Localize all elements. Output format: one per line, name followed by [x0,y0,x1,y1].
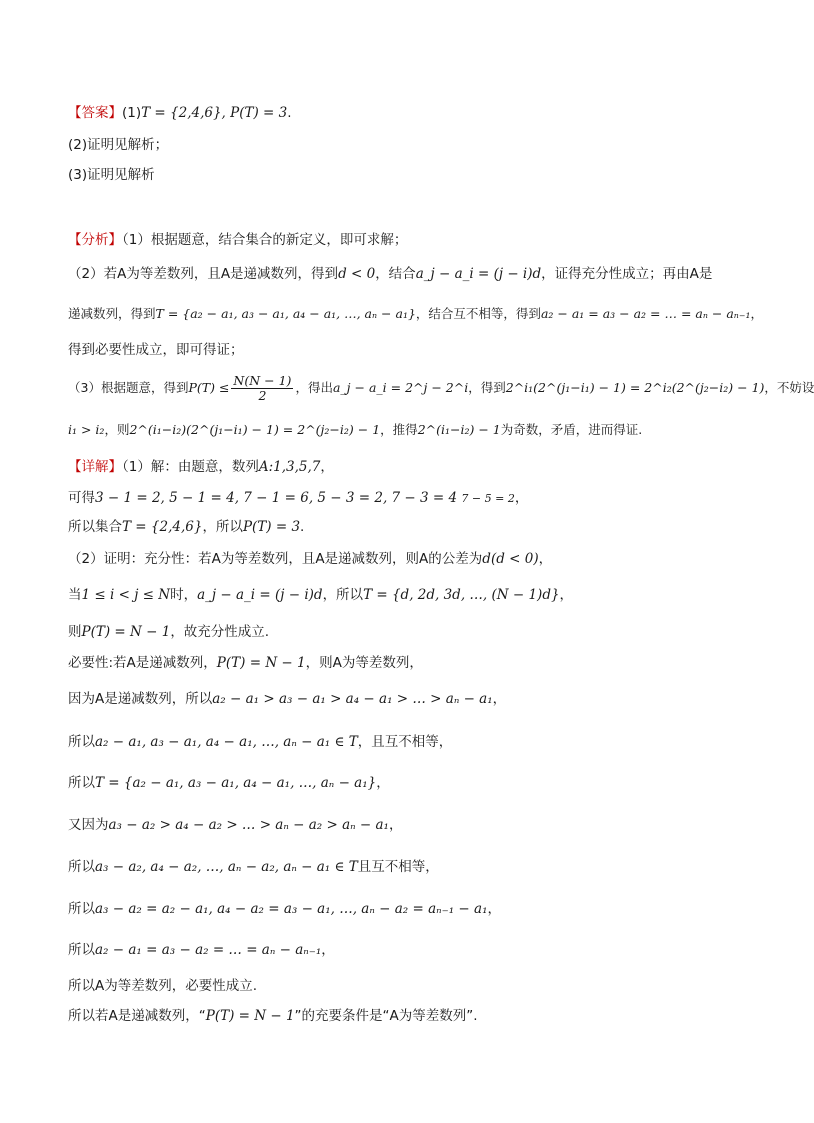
detail-text: 所以 [68,734,95,750]
detail-line-10 [68,773,390,793]
detail-text: ， [376,775,390,791]
analysis-math: d < 0 [338,266,376,282]
detail-line-12 [68,857,439,877]
detail-math: 7 − 5 = 2 [461,492,515,505]
detail-math: a₃ − a₂ > a₄ − a₂ > … > aₙ − a₂ > aₙ − a₁ [108,817,389,833]
analysis-text: ，推得 [380,422,418,437]
analysis-math: P(T) ≤ [188,380,230,395]
detail-text: ， [559,587,574,603]
detail-line-14 [68,940,335,960]
answer-line-1 [68,103,292,123]
detail-math: d(d < 0) [482,551,539,567]
detail-line-5 [68,585,573,605]
answer-part1-end: . [287,105,292,121]
detail-line-13 [68,899,501,919]
detail-text: （2）证明：充分性：若A为等差数列，且A是递减数列，则A的公差为 [68,551,483,567]
detail-text: 所以若A是递减数列，“ [68,1008,206,1024]
detail-math: a₃ − a₂ = a₂ − a₁, a₄ − a₂ = a₃ − a₁, …, aₙ − a₂ = aₙ₋₁ − a₁ [95,901,488,917]
detail-line-2 [68,488,528,509]
analysis-text: ，证得充分性成立；再由A是 [541,266,713,282]
detail-line-4 [68,549,552,569]
analysis-line-5 [68,372,814,404]
analysis-math: 2^(i₁−i₂)(2^(j₁−i₁) − 1) = 2^(j₂−i₂) − 1 [129,422,381,437]
detail-text: 所以 [68,775,95,791]
analysis-text: ，结合 [375,266,416,282]
detail-text: ， [388,817,403,833]
analysis-text: ，得到 [468,380,506,395]
detail-text: 当 [68,587,82,603]
detail-label: 【详解】 [68,459,122,475]
detail-math: 1 ≤ i < j ≤ N [81,587,171,603]
detail-line-8 [68,689,506,709]
analysis-math: T = {a₂ − a₁, a₃ − a₁, a₄ − a₁, …, aₙ − a₁} [155,306,416,321]
analysis-math: i₁ > i₂ [68,422,105,437]
detail-text: 又因为 [68,817,109,833]
detail-text: . [300,519,305,535]
analysis-line-6 [68,420,642,440]
answer-line-3: (3)证明见解析 [68,167,155,183]
answer-part1-prefix: (1) [122,105,142,121]
detail-math: A:1,3,5,7 [258,459,321,475]
detail-text: ， [492,691,507,707]
detail-text: ， [538,551,553,567]
detail-text: ， [320,459,334,475]
analysis-math: a_j − a_i = 2^j − 2^i [332,380,469,395]
analysis-text: （3）根据题意，得到 [68,380,189,395]
detail-text: 必要性:若A是递减数列， [68,655,217,671]
detail-math: a_j − a_i = (j − i)d [197,587,323,603]
detail-math: a₂ − a₁ = a₃ − a₂ = … = aₙ − aₙ₋₁ [95,942,322,958]
answer-part1-math: T = {2,4,6}, P(T) = 3 [141,105,288,121]
detail-text: ，且互不相等， [357,734,453,750]
analysis-text: 递减数列，得到 [68,306,156,321]
analysis-text: ，得出 [295,380,333,395]
answer-label: 【答案】 [68,105,122,121]
analysis-line-4: 得到必要性成立，即可得证； [68,342,244,358]
detail-text: ”的充要条件是“A为等差数列”. [294,1008,478,1024]
detail-math: P(T) = N − 1 [216,655,306,671]
analysis-text-1: （1）根据题意，结合集合的新定义，即可求解； [122,232,408,248]
detail-text: 所以 [68,859,95,875]
detail-line-11 [68,815,402,835]
analysis-math: 2^(i₁−i₂) − 1 [417,422,501,437]
detail-text: 则 [68,624,82,640]
detail-line-3 [68,517,304,537]
analysis-text: ，则 [104,422,130,437]
detail-text: 时， [170,587,198,603]
detail-math: P(T) = 3 [242,519,301,535]
analysis-text: ，不妨设 [764,380,814,395]
analysis-text: 为奇数，矛盾，进而得证. [500,422,643,437]
detail-text: 可得 [68,490,95,506]
detail-line-7 [68,653,423,673]
detail-text: 所以 [68,901,95,917]
detail-line-6 [68,622,269,642]
detail-text: ，所以 [322,587,364,603]
detail-text: ， [321,942,335,958]
detail-text: 因为A是递减数列，所以 [68,691,213,707]
detail-text: 且互不相等， [357,859,439,875]
answer-line-2: (2)证明见解析； [68,137,169,153]
detail-line-15: 所以A为等差数列，必要性成立. [68,978,258,994]
detail-math: T = {a₂ − a₁, a₃ − a₁, a₄ − a₁, …, aₙ − a₁} [95,775,377,791]
detail-line-9 [68,732,452,752]
analysis-text: （2）若A为等差数列，且A是递减数列，得到 [68,266,339,282]
detail-math: T = {d, 2d, 3d, …, (N − 1)d} [363,587,560,603]
analysis-math: a_j − a_i = (j − i)d [415,266,542,282]
analysis-text: ，结合互不相等，得到 [415,306,541,321]
analysis-label: 【分析】 [68,232,122,248]
detail-text: （1）解：由题意，数列 [122,459,259,475]
analysis-line-1 [68,230,407,250]
detail-math: P(T) = N − 1 [81,624,171,640]
detail-math: a₂ − a₁, a₃ − a₁, a₄ − a₁, …, aₙ − a₁ ∈ T [95,734,358,750]
fraction-numerator: N(N − 1) [233,373,292,388]
detail-math: T = {2,4,6} [122,519,203,535]
analysis-math: 2^i₁(2^(j₁−i₁) − 1) = 2^i₂(2^(j₂−i₂) − 1) [505,380,765,395]
detail-line-16 [68,1006,478,1026]
detail-text: ，所以 [202,519,243,535]
analysis-text: ， [750,306,763,321]
detail-text: ，故充分性成立. [170,624,270,640]
fraction-denominator: 2 [258,388,267,403]
detail-math: 3 − 1 = 2, 5 − 1 = 4, 7 − 1 = 6, 5 − 3 = 2, 7 − 3 = 4 [95,490,458,506]
detail-text: 所以 [68,942,95,958]
fraction [231,374,293,403]
detail-text: ， [514,490,529,506]
analysis-line-3 [68,304,763,324]
analysis-math: a₂ − a₁ = a₃ − a₂ = … = aₙ − aₙ₋₁ [540,306,751,321]
detail-math: a₃ − a₂, a₄ − a₂, …, aₙ − a₂, aₙ − a₁ ∈ T [95,859,358,875]
detail-math: P(T) = N − 1 [205,1008,295,1024]
detail-text: ， [487,901,501,917]
detail-line-1 [68,457,334,477]
analysis-line-2 [68,264,712,284]
detail-text: ，则A为等差数列， [305,655,423,671]
detail-text: 所以集合 [68,519,122,535]
detail-math: a₂ − a₁ > a₃ − a₁ > a₄ − a₁ > … > aₙ − a₁ [212,691,493,707]
